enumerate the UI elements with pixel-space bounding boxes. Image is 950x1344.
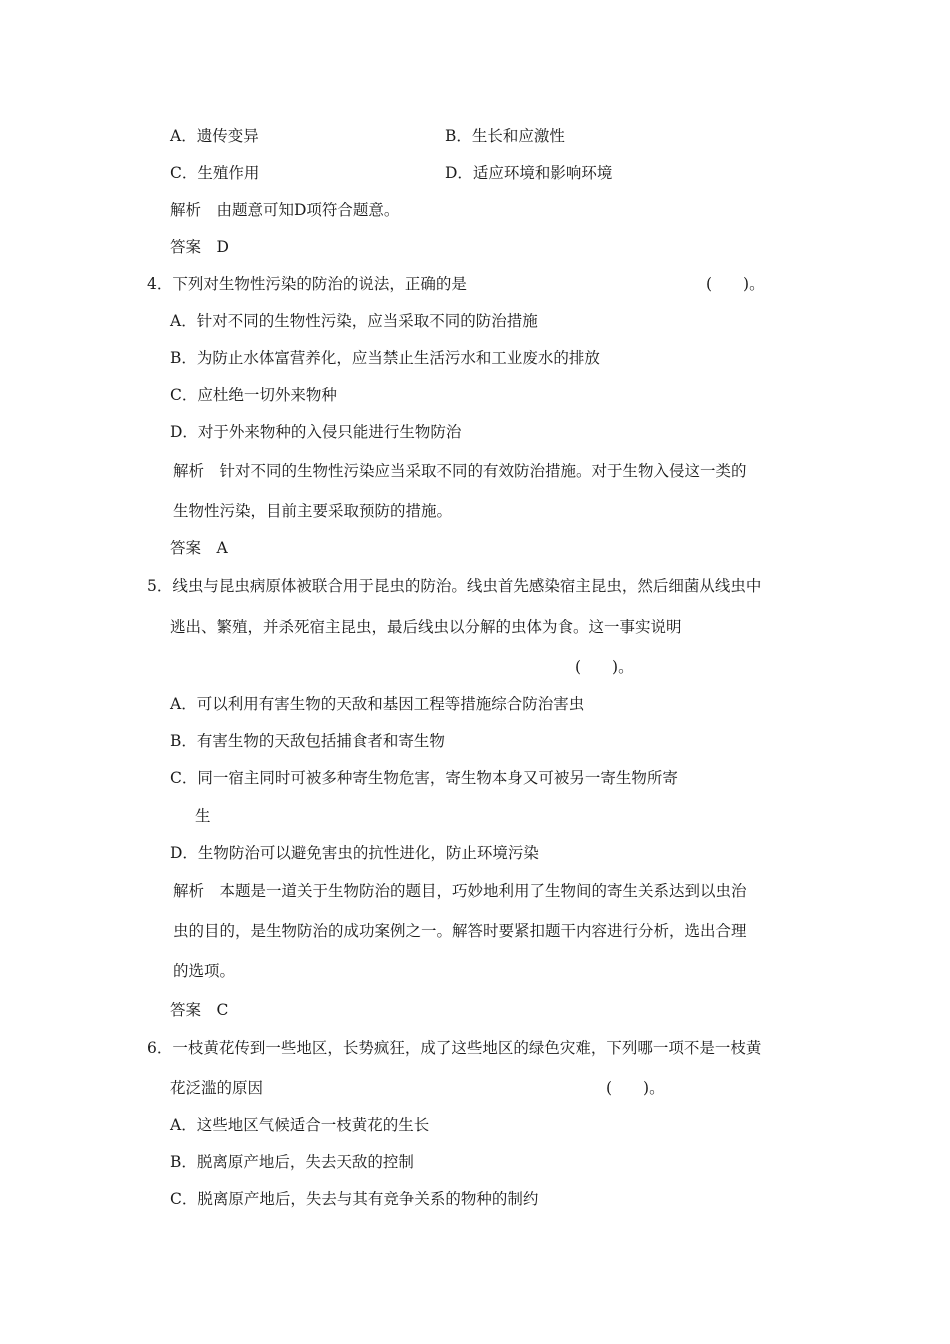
q4-option-a: A．针对不同的生物性污染，应当采取不同的防治措施 — [170, 312, 538, 330]
q5-answer-blank: ( )。 — [575, 658, 634, 676]
q5-analysis-line-1: 解析 本题是一道关于生物防治的题目，巧妙地利用了生物间的寄生关系达到以虫治 — [173, 882, 747, 900]
q3-option-a: A．遗传变异 — [170, 127, 259, 145]
q6-stem-line-1: 6．一枝黄花传到一些地区，长势疯狂，成了这些地区的绿色灾难，下列哪一项不是一枝黄 — [147, 1039, 762, 1057]
q5-stem-line-1: 5．线虫与昆虫病原体被联合用于昆虫的防治。线虫首先感染宿主昆虫，然后细菌从线虫中 — [147, 577, 762, 595]
q4-option-d: D．对于外来物种的入侵只能进行生物防治 — [170, 423, 462, 441]
q4-answer: 答案 A — [170, 539, 228, 557]
q3-option-d: D．适应环境和影响环境 — [445, 164, 613, 182]
q5-option-c-line-1: C．同一宿主同时可被多种寄生物危害，寄生物本身又可被另一寄生物所寄 — [170, 769, 678, 787]
q4-analysis-line-1: 解析 针对不同的生物性污染应当采取不同的有效防治措施。对于生物入侵这一类的 — [173, 462, 747, 480]
q5-option-a: A．可以利用有害生物的天敌和基因工程等措施综合防治害虫 — [170, 695, 585, 713]
q4-option-b: B．为防止水体富营养化，应当禁止生活污水和工业废水的排放 — [170, 349, 600, 367]
q4-stem: 4．下列对生物性污染的防治的说法，正确的是 — [147, 275, 467, 293]
q5-answer: 答案 C — [170, 1001, 229, 1019]
q6-option-c: C．脱离原产地后，失去与其有竞争关系的物种的制约 — [170, 1190, 539, 1208]
q4-analysis-line-2: 生物性污染，目前主要采取预防的措施。 — [173, 502, 453, 520]
q3-option-c: C．生殖作用 — [170, 164, 260, 182]
q3-answer: 答案 D — [170, 238, 229, 256]
q5-option-b: B．有害生物的天敌包括捕食者和寄生物 — [170, 732, 445, 750]
q4-option-c: C．应杜绝一切外来物种 — [170, 386, 337, 404]
q5-option-d: D．生物防治可以避免害虫的抗性进化，防止环境污染 — [170, 844, 539, 862]
q6-answer-blank: ( )。 — [606, 1079, 665, 1097]
q5-option-c-line-2: 生 — [195, 807, 211, 825]
q3-analysis: 解析 由题意可知D项符合题意。 — [170, 201, 400, 219]
q6-option-a: A．这些地区气候适合一枝黄花的生长 — [170, 1116, 430, 1134]
q3-option-b: B．生长和应激性 — [445, 127, 565, 145]
q5-analysis-line-2: 虫的目的，是生物防治的成功案例之一。解答时要紧扣题干内容进行分析，选出合理 — [173, 922, 747, 940]
q4-answer-blank: ( )。 — [706, 275, 765, 293]
q5-analysis-line-3: 的选项。 — [173, 962, 236, 980]
q6-option-b: B．脱离原产地后，失去天敌的控制 — [170, 1153, 414, 1171]
q5-stem-line-2: 逃出、繁殖，并杀死宿主昆虫，最后线虫以分解的虫体为食。这一事实说明 — [170, 618, 682, 636]
q6-stem-line-2: 花泛滥的原因 — [170, 1079, 264, 1097]
